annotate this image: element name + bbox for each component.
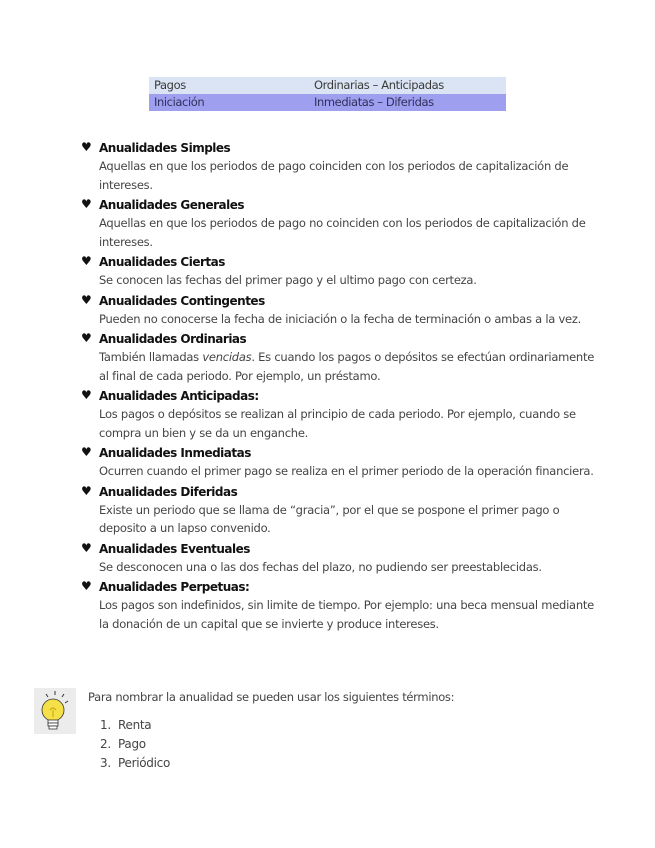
heart-bullet-icon: ♥ <box>81 540 92 555</box>
item-description: Se desconocen una o las dos fechas del plazo, no pudiendo ser preestablecidas. <box>99 559 542 574</box>
description-emphasis: vencidas <box>202 350 252 364</box>
heart-bullet-icon: ♥ <box>81 331 92 345</box>
list-item <box>80 483 600 538</box>
heart-bullet-icon: ♥ <box>81 445 92 459</box>
list-item <box>80 444 600 481</box>
item-title: Anualidades Contingentes <box>99 293 265 308</box>
heart-bullet-icon: ♥ <box>81 292 92 307</box>
item-title: Anualidades Inmediatas <box>99 446 251 460</box>
list-item <box>100 735 170 754</box>
item-description: Existe un periodo que se llama de “gracia”, por el que se pospone el primer pago o deposito a un lapso convenido. <box>99 502 560 535</box>
list-item <box>80 292 600 329</box>
list-item <box>80 578 600 633</box>
classification-table <box>149 77 506 111</box>
item-title: Anualidades Generales <box>99 198 245 212</box>
list-number: 1. <box>100 718 111 732</box>
heart-bullet-icon: ♥ <box>81 483 92 498</box>
list-item <box>80 196 600 251</box>
description-text: . Es cuando los pagos o depósitos se efectúan ordinariamente al final de cada periodo. Por ejemplo, un préstamo. <box>99 350 595 383</box>
list-item <box>80 139 600 194</box>
heart-bullet-icon: ♥ <box>81 140 92 154</box>
heart-bullet-icon: ♥ <box>81 579 92 593</box>
table-cell-value: Ordinarias – Anticipadas <box>314 78 444 92</box>
item-title: Anualidades Perpetuas: <box>99 580 250 594</box>
item-description: Los pagos o depósitos se realizan al principio de cada periodo. Por ejemplo, cuando se compra un bien y se da un enganche. <box>99 407 576 440</box>
lightbulb-icon <box>34 688 76 734</box>
heart-bullet-icon: ♥ <box>81 388 92 402</box>
annuity-types-list <box>80 139 600 635</box>
item-title: Anualidades Ciertas <box>99 255 225 269</box>
list-number: 2. <box>100 737 111 751</box>
item-title: Anualidades Diferidas <box>99 484 238 499</box>
list-number: 3. <box>100 756 111 770</box>
list-item <box>100 716 170 735</box>
term-label: Periódico <box>118 756 170 770</box>
list-item <box>80 540 600 577</box>
item-title: Anualidades Eventuales <box>99 541 250 556</box>
term-label: Renta <box>118 718 152 732</box>
table-cell-label: Pagos <box>154 78 186 92</box>
item-description: Se conocen las fechas del primer pago y el ultimo pago con certeza. <box>99 273 477 287</box>
description-text: También llamadas <box>99 350 203 364</box>
heart-bullet-icon: ♥ <box>81 254 92 268</box>
table-row <box>149 77 506 94</box>
item-description: Ocurren cuando el primer pago se realiza en el primer periodo de la operación financiera. <box>99 464 594 478</box>
item-description: Aquellas en que los periodos de pago coinciden con los periodos de capitalización de intereses. <box>99 159 569 192</box>
item-description: Los pagos son indefinidos, sin limite de tiempo. Por ejemplo: una beca mensual mediante la donación de un capital que se invierte y produce intereses. <box>99 598 594 631</box>
list-item <box>80 330 600 385</box>
table-cell-value: Inmediatas – Diferidas <box>314 95 434 109</box>
item-description <box>99 348 600 385</box>
item-title: Anualidades Simples <box>99 141 231 155</box>
list-item <box>100 754 170 773</box>
table-row <box>149 94 506 111</box>
item-title: Anualidades Anticipadas: <box>99 389 259 403</box>
item-description: Aquellas en que los periodos de pago no coinciden con los periodos de capitalización de intereses. <box>99 216 586 249</box>
tip-text: Para nombrar la anualidad se pueden usar los siguientes términos: <box>88 690 455 704</box>
list-item <box>80 253 600 290</box>
list-item <box>80 387 600 442</box>
item-title: Anualidades Ordinarias <box>99 332 247 346</box>
heart-bullet-icon: ♥ <box>81 197 92 211</box>
table-cell-label: Iniciación <box>154 95 205 109</box>
term-label: Pago <box>118 737 146 751</box>
terms-list <box>100 716 170 773</box>
item-description: Pueden no conocerse la fecha de iniciación o la fecha de terminación o ambas a la vez. <box>99 311 582 326</box>
